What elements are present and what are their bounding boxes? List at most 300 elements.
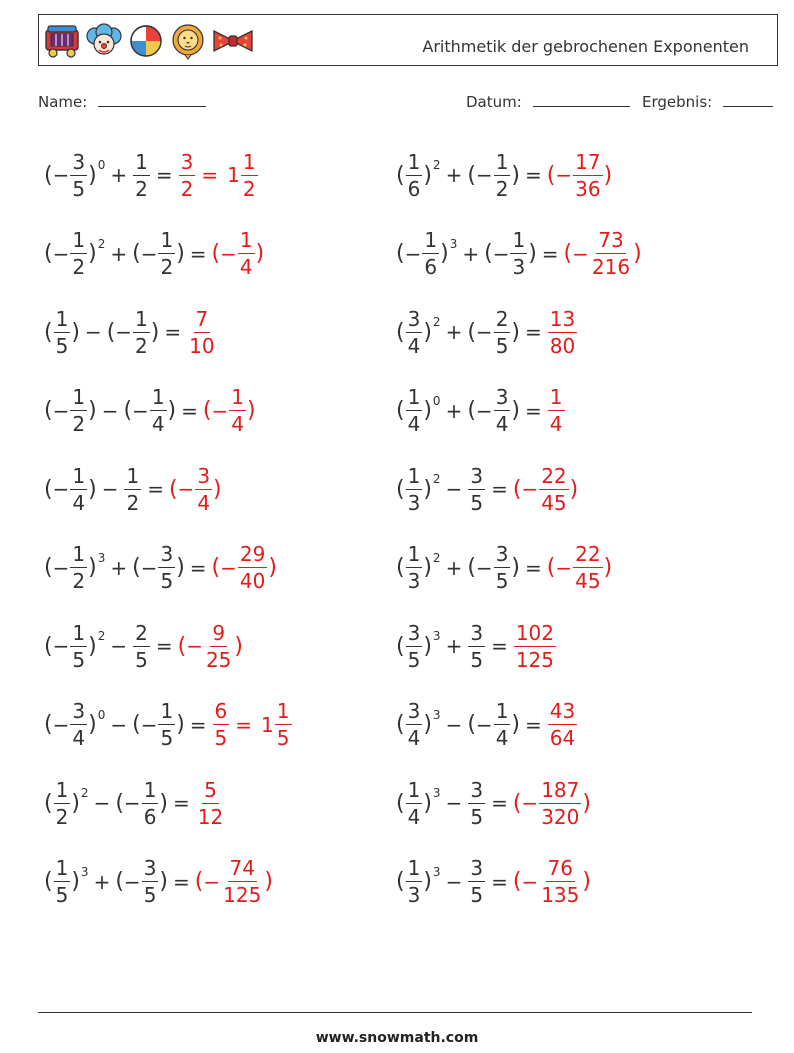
close-paren: ) <box>440 241 449 266</box>
denominator: 5 <box>276 726 290 750</box>
base-fraction <box>70 463 87 515</box>
answer-fraction <box>196 777 225 829</box>
denominator: 320 <box>541 804 580 829</box>
minus-sign: − <box>572 241 589 266</box>
operator: + <box>445 555 463 580</box>
numerator: 3 <box>470 856 484 880</box>
denominator: 2 <box>242 176 256 201</box>
numerator: 3 <box>495 385 509 409</box>
denominator: 125 <box>223 883 262 907</box>
operator: − <box>101 477 119 501</box>
numerator: 3 <box>72 699 86 723</box>
open-paren: ( <box>44 398 53 423</box>
close-paren: ) <box>582 869 591 894</box>
answer-fraction <box>213 701 230 748</box>
open-paren: ( <box>396 476 405 502</box>
second-fraction <box>142 777 159 829</box>
second-fraction <box>510 230 527 277</box>
minus-sign: − <box>475 555 493 580</box>
denominator: 4 <box>407 333 421 358</box>
numerator: 3 <box>470 777 484 802</box>
answer <box>547 387 566 434</box>
open-paren: ( <box>44 869 53 894</box>
problem-item <box>396 533 612 603</box>
denominator: 4 <box>72 490 86 515</box>
whole-number: 1 <box>227 163 240 187</box>
second-fraction <box>494 544 511 591</box>
operator: − <box>445 869 463 894</box>
equals-sign: = <box>525 398 542 423</box>
minus-sign: − <box>555 163 573 187</box>
close-paren: ) <box>423 319 432 345</box>
problem-item <box>396 454 578 524</box>
date-label: Datum: <box>466 93 522 111</box>
exponent: 0 <box>97 158 106 172</box>
minus-sign: − <box>177 477 195 501</box>
numerator: 1 <box>55 777 69 802</box>
header-icons <box>43 22 255 60</box>
close-paren: ) <box>511 319 521 345</box>
numerator: 1 <box>55 306 69 331</box>
numerator: 2 <box>495 306 509 331</box>
answer <box>547 544 612 591</box>
denominator: 5 <box>160 726 174 750</box>
open-paren: ( <box>396 712 405 737</box>
base-fraction <box>406 858 423 905</box>
footer-divider <box>38 1012 752 1013</box>
answer-fraction <box>238 230 255 277</box>
result-field[interactable] <box>642 93 773 111</box>
date-field[interactable] <box>466 93 630 111</box>
close-paren: ) <box>423 555 432 580</box>
denominator: 3 <box>407 883 421 907</box>
problem-item <box>44 219 264 289</box>
denominator: 5 <box>407 647 421 672</box>
close-paren: ) <box>423 790 432 816</box>
close-paren: ) <box>88 398 97 423</box>
answer <box>186 306 217 358</box>
close-paren: ) <box>88 241 97 266</box>
problem-item <box>44 376 256 446</box>
numerator: 76 <box>547 856 573 880</box>
minus-sign: − <box>220 555 237 580</box>
base-fraction <box>406 306 423 358</box>
second-fraction <box>133 306 150 358</box>
equals-sign: = <box>189 712 207 737</box>
open-paren: ( <box>106 319 116 345</box>
open-paren: ( <box>211 555 221 580</box>
close-paren: ) <box>511 162 521 188</box>
close-paren: ) <box>71 319 80 345</box>
denominator: 4 <box>495 412 509 436</box>
open-paren: ( <box>396 319 405 345</box>
denominator: 5 <box>72 176 86 201</box>
second-fraction <box>468 777 485 829</box>
answer <box>512 463 579 515</box>
problem-item <box>396 768 591 838</box>
denominator: 2 <box>72 412 86 436</box>
numerator: 1 <box>55 856 69 880</box>
answer-fraction <box>195 463 212 515</box>
second-fraction <box>133 149 150 201</box>
base-fraction <box>406 387 423 434</box>
numerator: 3 <box>495 542 509 566</box>
equals-sign: = <box>491 634 508 658</box>
open-paren: ( <box>44 319 53 345</box>
base-fraction <box>406 149 423 201</box>
equals-sign: = <box>491 477 508 501</box>
numerator: 1 <box>407 463 421 488</box>
open-paren: ( <box>396 790 405 816</box>
problem-item <box>396 847 591 917</box>
answer <box>168 463 222 515</box>
close-paren: ) <box>71 869 80 894</box>
second-fraction <box>494 149 511 201</box>
open-paren: ( <box>396 162 405 188</box>
base-fraction <box>406 544 423 591</box>
denominator: 5 <box>470 647 484 672</box>
exponent: 3 <box>432 629 441 643</box>
answer <box>212 230 265 277</box>
open-paren: ( <box>396 869 405 894</box>
operator: − <box>110 634 128 658</box>
equals-sign: = <box>147 477 164 501</box>
minus-sign: − <box>555 555 573 580</box>
numerator: 1 <box>231 385 244 409</box>
numerator: 1 <box>407 856 421 880</box>
mixed-fraction <box>241 149 258 201</box>
numerator: 1 <box>135 149 148 174</box>
minus-sign: − <box>123 869 141 894</box>
second-fraction <box>150 387 167 434</box>
numerator: 5 <box>204 777 217 802</box>
open-paren: ( <box>546 555 556 580</box>
problem-row <box>44 140 764 210</box>
second-fraction <box>158 544 175 591</box>
denominator: 5 <box>55 883 69 907</box>
exponent: 3 <box>432 786 441 800</box>
open-paren: ( <box>115 790 124 816</box>
numerator: 1 <box>242 149 256 174</box>
denominator: 4 <box>151 412 165 436</box>
close-paren: ) <box>150 319 160 345</box>
denominator: 2 <box>126 490 140 515</box>
answer <box>203 387 256 434</box>
second-fraction <box>494 306 511 358</box>
numerator: 1 <box>407 149 421 174</box>
denominator: 5 <box>495 333 509 358</box>
footer-url: www.snowmath.com <box>315 1030 479 1046</box>
problem-row <box>44 376 764 446</box>
numerator: 1 <box>160 228 174 252</box>
numerator: 1 <box>160 699 174 723</box>
problem-item <box>44 768 226 838</box>
date-line <box>533 94 630 107</box>
close-paren: ) <box>176 241 185 266</box>
numerator: 17 <box>575 149 601 174</box>
close-paren: ) <box>569 476 579 502</box>
numerator: 3 <box>407 620 421 645</box>
denominator: 2 <box>72 255 86 279</box>
numerator: 1 <box>72 542 86 566</box>
bow-tie-icon <box>211 22 255 60</box>
equals-sign: = <box>181 398 198 423</box>
second-fraction <box>124 463 141 515</box>
answer <box>564 230 642 277</box>
close-paren: ) <box>423 633 432 659</box>
minus-sign: − <box>211 398 229 423</box>
denominator: 2 <box>180 176 194 201</box>
operator: + <box>445 163 463 187</box>
numerator: 7 <box>195 306 209 331</box>
problem-item <box>396 297 578 367</box>
operator: − <box>93 791 111 815</box>
denominator: 5 <box>470 804 484 829</box>
numerator: 1 <box>549 385 563 409</box>
close-paren: ) <box>603 162 613 188</box>
second-fraction <box>158 230 175 277</box>
minus-sign: − <box>521 869 539 894</box>
answer-fraction <box>573 149 602 201</box>
whole-number: 1 <box>261 712 274 737</box>
answer <box>546 149 613 201</box>
close-paren: ) <box>268 555 277 580</box>
open-paren: ( <box>177 633 187 659</box>
exponent: 2 <box>432 550 441 565</box>
open-paren: ( <box>194 869 204 894</box>
answer <box>547 701 578 748</box>
denominator: 3 <box>407 490 421 515</box>
base-fraction <box>406 701 423 748</box>
answer-fraction <box>539 777 581 829</box>
open-paren: ( <box>546 162 556 188</box>
minus-sign: − <box>52 241 70 266</box>
denominator: 4 <box>407 804 421 829</box>
denominator: 4 <box>407 412 421 436</box>
denominator: 12 <box>197 804 224 829</box>
minus-sign: − <box>52 712 70 737</box>
close-paren: ) <box>159 790 169 816</box>
answer-fraction <box>187 306 216 358</box>
numerator: 1 <box>135 306 148 331</box>
minus-sign: − <box>521 477 539 501</box>
operator: + <box>93 869 111 894</box>
denominator: 45 <box>541 490 567 515</box>
open-paren: ( <box>132 241 141 266</box>
open-paren: ( <box>467 398 476 423</box>
problem-row <box>44 219 764 289</box>
close-paren: ) <box>88 633 97 659</box>
open-paren: ( <box>132 712 141 737</box>
answer-fraction <box>539 463 568 515</box>
open-paren: ( <box>563 241 573 266</box>
numerator: 1 <box>72 228 86 252</box>
equals-sign: = <box>155 634 173 658</box>
problem-item <box>396 611 557 681</box>
minus-sign: − <box>52 634 70 658</box>
equals-sign: = <box>491 869 508 894</box>
numerator: 73 <box>598 228 624 252</box>
denominator: 5 <box>470 490 484 515</box>
exponent: 2 <box>432 158 441 172</box>
numerator: 3 <box>160 542 174 566</box>
open-paren: ( <box>396 241 405 266</box>
base-fraction <box>422 230 439 277</box>
denominator: 64 <box>549 726 576 750</box>
denominator: 135 <box>541 883 580 907</box>
denominator: 40 <box>239 569 266 593</box>
close-paren: ) <box>423 162 432 188</box>
second-fraction <box>468 463 485 515</box>
close-paren: ) <box>247 398 256 423</box>
equals-sign: = <box>235 712 253 737</box>
denominator: 4 <box>549 412 563 436</box>
open-paren: ( <box>44 241 53 266</box>
denominator: 45 <box>575 569 601 593</box>
exponent: 3 <box>80 864 89 879</box>
problem-item <box>396 219 642 289</box>
denominator: 4 <box>239 255 253 279</box>
problem-row <box>44 768 764 838</box>
open-paren: ( <box>467 162 476 188</box>
open-paren: ( <box>44 162 53 188</box>
minus-sign: − <box>52 555 70 580</box>
answer-fraction <box>573 544 602 591</box>
denominator: 6 <box>424 255 438 279</box>
numerator: 1 <box>407 385 421 409</box>
problem-row <box>44 533 764 603</box>
operator: − <box>445 712 463 737</box>
minus-sign: − <box>140 555 158 580</box>
open-paren: ( <box>168 476 178 502</box>
equals-sign: = <box>525 163 542 187</box>
result-line <box>723 94 773 107</box>
minus-sign: − <box>220 241 237 266</box>
numerator: 1 <box>72 385 86 409</box>
name-field[interactable] <box>38 93 206 111</box>
problem-item <box>44 533 277 603</box>
equals-sign: = <box>155 163 173 187</box>
close-paren: ) <box>213 476 222 502</box>
exponent: 3 <box>432 864 441 879</box>
numerator: 187 <box>541 777 580 802</box>
operator: + <box>110 555 128 580</box>
numerator: 1 <box>151 385 165 409</box>
minus-sign: − <box>115 320 133 344</box>
open-paren: ( <box>123 398 133 423</box>
worksheet-header <box>38 14 778 66</box>
name-line <box>98 94 206 107</box>
numerator: 1 <box>407 777 421 802</box>
exponent: 0 <box>432 393 441 408</box>
denominator: 5 <box>55 333 69 358</box>
answer-fraction <box>548 306 577 358</box>
denominator: 36 <box>575 176 601 201</box>
numerator: 74 <box>229 856 255 880</box>
minus-sign: − <box>140 241 158 266</box>
second-fraction <box>468 620 485 672</box>
answer <box>195 777 226 829</box>
operator: + <box>110 241 128 266</box>
denominator: 5 <box>495 569 509 593</box>
answer <box>195 858 273 905</box>
numerator: 22 <box>575 542 601 566</box>
open-paren: ( <box>467 319 476 345</box>
minus-sign: − <box>475 163 493 187</box>
equals-sign: = <box>541 241 559 266</box>
exponent: 2 <box>97 629 106 643</box>
base-fraction <box>70 701 87 748</box>
denominator: 4 <box>197 490 211 515</box>
minus-sign: − <box>140 712 158 737</box>
equals-sign: = <box>201 163 219 187</box>
open-paren: ( <box>202 398 212 423</box>
second-fraction <box>494 387 511 434</box>
numerator: 3 <box>407 699 421 723</box>
problem-row <box>44 611 764 681</box>
open-paren: ( <box>44 633 53 659</box>
numerator: 3 <box>470 463 484 488</box>
denominator: 2 <box>135 176 148 201</box>
close-paren: ) <box>423 398 432 423</box>
name-label: Name: <box>38 93 88 111</box>
numerator: 1 <box>239 228 253 252</box>
denominator: 4 <box>495 726 509 750</box>
equals-sign: = <box>189 241 207 266</box>
beach-ball-icon <box>127 22 165 60</box>
denominator: 80 <box>549 333 576 358</box>
close-paren: ) <box>264 869 273 894</box>
minus-sign: − <box>52 398 70 423</box>
worksheet-title: Arithmetik der gebrochenen Exponenten <box>422 37 749 56</box>
close-paren: ) <box>159 869 169 894</box>
minus-sign: − <box>52 163 70 187</box>
close-paren: ) <box>423 869 432 894</box>
close-paren: ) <box>234 633 243 659</box>
numerator: 3 <box>143 856 157 880</box>
operator: + <box>445 320 463 344</box>
close-paren: ) <box>88 555 97 580</box>
base-fraction <box>406 777 423 829</box>
denominator: 10 <box>189 333 215 358</box>
close-paren: ) <box>511 398 521 423</box>
minus-sign: − <box>404 241 422 266</box>
equals-sign: = <box>164 320 182 344</box>
minus-sign: − <box>492 241 510 266</box>
open-paren: ( <box>44 712 53 737</box>
answer-fraction <box>548 701 577 748</box>
problem-item <box>44 611 243 681</box>
second-fraction <box>133 620 150 672</box>
numerator: 102 <box>515 620 555 645</box>
close-paren: ) <box>423 712 432 737</box>
numerator: 22 <box>541 463 567 488</box>
answer-fraction <box>590 230 632 277</box>
answer <box>513 858 591 905</box>
denominator: 5 <box>135 647 148 672</box>
denominator: 125 <box>515 647 555 672</box>
base-fraction <box>70 544 87 591</box>
answer <box>212 544 277 591</box>
numerator: 29 <box>239 542 266 566</box>
close-paren: ) <box>167 398 177 423</box>
denominator: 5 <box>214 726 228 750</box>
open-paren: ( <box>396 633 405 659</box>
second-fraction <box>494 701 511 748</box>
exponent: 0 <box>97 707 106 722</box>
denominator: 3 <box>407 569 421 593</box>
open-paren: ( <box>44 555 53 580</box>
